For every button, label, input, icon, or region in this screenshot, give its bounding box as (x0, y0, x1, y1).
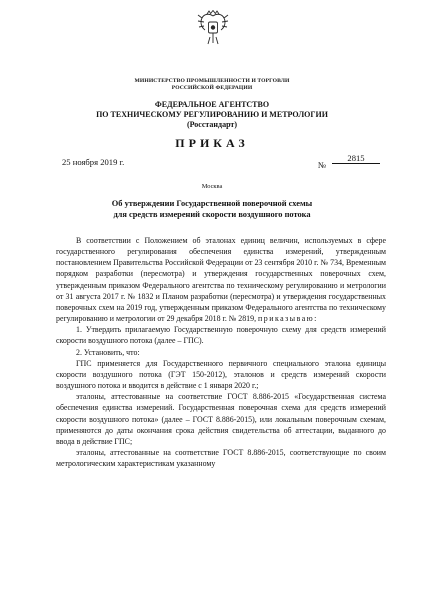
preamble-paragraph (56, 235, 386, 324)
ministry-name (0, 78, 424, 92)
order-title: ПРИКАЗ (175, 136, 249, 150)
order-number: 2815 (332, 153, 380, 164)
clause-2: 2. Установить, что: (76, 347, 140, 357)
order-subject (0, 199, 424, 220)
agency-line: ПО ТЕХНИЧЕСКОМУ РЕГУЛИРОВАНИЮ И МЕТРОЛОГИИ (96, 110, 328, 119)
ministry-line: МИНИСТЕРСТВО ПРОМЫШЛЕННОСТИ И ТОРГОВЛИ (134, 78, 290, 84)
number-sign: № (318, 160, 327, 170)
subject-line: для средств измерений скорости воздушного потока (113, 209, 311, 219)
clause-2-item-1: ГПС применяется для Государственного первичного специального эталона единицы скорости воздушного потока (ГЭТ 150-2012), эталонов и средств измерений скорости воздушного потока и вводится в действие с 1 января 2020 г.; (56, 358, 386, 391)
agency-line: ФЕДЕРАЛЬНОЕ АГЕНТСТВО (154, 100, 270, 109)
ministry-line: РОССИЙСКОЙ ФЕДЕРАЦИИ (171, 85, 253, 91)
order-directive: приказываю: (258, 314, 318, 324)
subject-line: Об утверждении Государственной поверочной схемы (111, 199, 313, 208)
coat-of-arms-icon (196, 10, 230, 48)
city: Москва (201, 183, 223, 190)
order-date: 25 ноября 2019 г. (62, 157, 125, 167)
preamble-text: В соответствии с Положением об эталонах единиц величин, используемых в сфере государственного регулирования обеспечения единства измерений, утвержденным постановлением Правительства Российской Федерации от 23 сентября 2010 г. № 734, Временным порядком разработки (пересмотра) и утверждения государственных поверочных схем, утвержденным приказом Федерального агентства по техническому регулированию и метрологии от 31 августа 2017 г. № 1832 и Планом разработки (пересмотра) и утверждения государственных поверочных схем на 2019 год, утвержденным приказом Федерального агентства по техническому регулированию и метрологии от 29 декабря 2018 г. № 2819, (56, 236, 386, 324)
clause-2-item-3: эталоны, аттестованные на соответствие ГОСТ 8.886-2015, соответствующие по своим метрологическим характеристикам указанному (56, 447, 386, 469)
clause-2-item-2: эталоны, аттестованные на соответствие ГОСТ 8.886-2015 «Государственная система обеспечения единства измерений. Государственная поверочная схема для средств измерений скорости воздушного потока» (далее – ГОСТ 8.886-2015), или локальным поверочным схемам, применяются до даты окончания срока действия свидетельства об аттестации, выданного до ввода в действие ГПС; (56, 392, 386, 446)
agency-name (0, 100, 424, 130)
agency-short-name: (Росстандарт) (186, 120, 238, 129)
order-body (56, 235, 386, 469)
clause-1: 1. Утвердить прилагаемую Государственную поверочную схему для средств измерений скорости воздушного потока (далее – ГПС). (56, 325, 386, 346)
